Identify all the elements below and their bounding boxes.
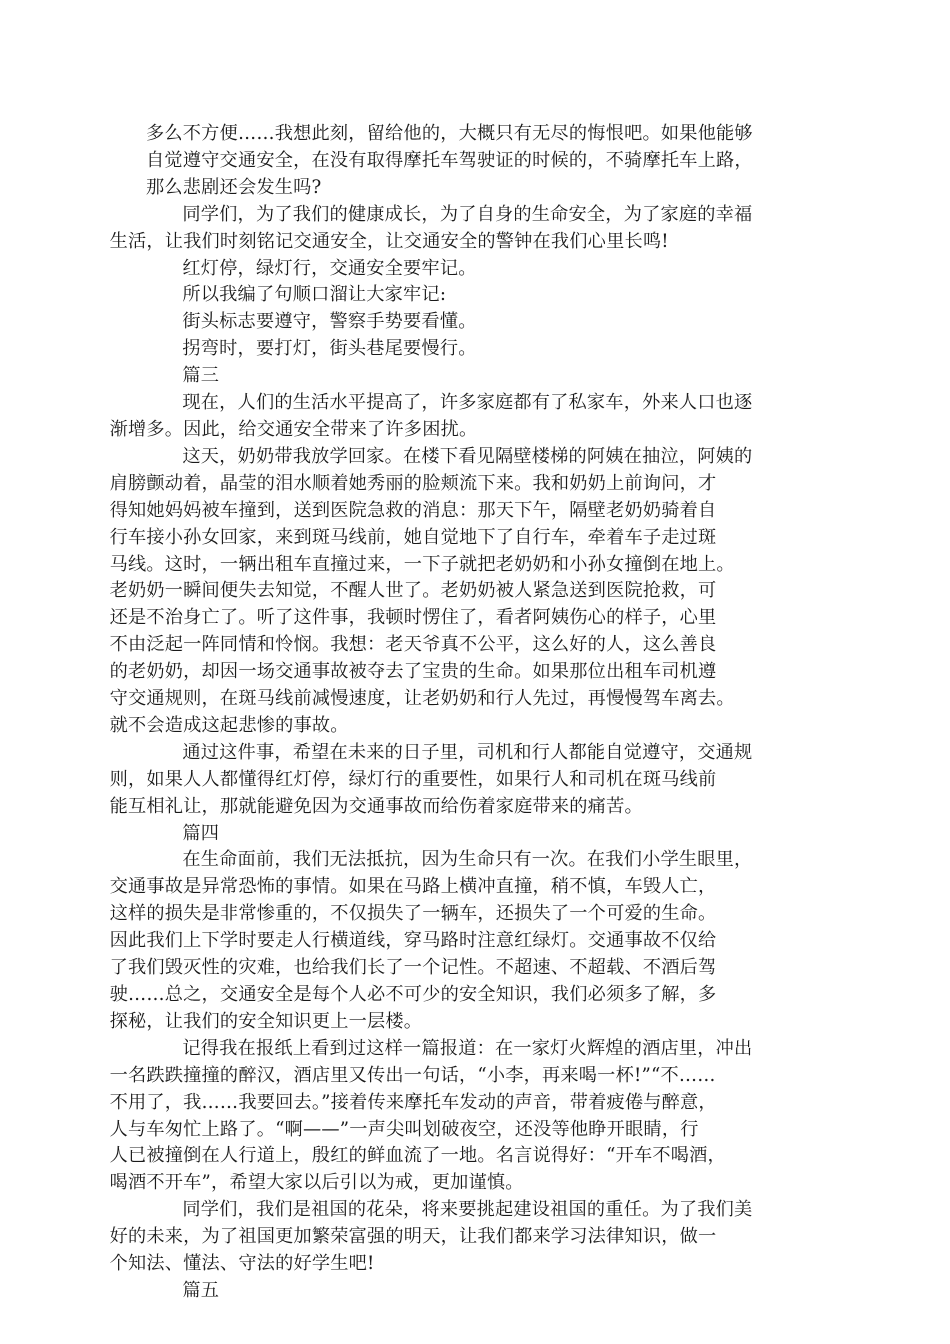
- paragraph: [109, 202, 806, 256]
- text-line: 红灯停，绿灯行，交通安全要牢记。: [182, 257, 477, 279]
- text-line: 那么悲剧还会发生吗?: [146, 176, 322, 198]
- text-line: 肩膀颤动着，晶莹的泪水顺着她秀丽的脸颊流下来。我和奶奶上前询问，才: [109, 472, 717, 494]
- text-line: 记得我在报纸上看到过这样一篇报道：在一家灯火辉煌的酒店里，冲出: [182, 1037, 753, 1059]
- text-line: 街头标志要遵守，警察手势要看懂。: [182, 311, 477, 333]
- text-line: 的老奶奶，却因一场交通事故被夺去了宝贵的生命。如果那位出租车司机遵: [109, 661, 717, 683]
- text-line: 不由泛起一阵同情和怜悯。我想：老天爷真不公平，这么好的人，这么善良: [109, 634, 717, 656]
- paragraph: [109, 1197, 806, 1278]
- document-body: [109, 121, 806, 1305]
- paragraph: [146, 121, 806, 202]
- text-line: 人已被撞倒在人行道上，殷红的鲜血流了一地。名言说得好：“开车不喝酒，: [109, 1145, 726, 1167]
- text-line: 马线。这时，一辆出租车直撞过来，一下子就把老奶奶和小孙女撞倒在地上。: [109, 553, 735, 575]
- text-line: 篇三: [182, 365, 220, 387]
- section-heading: [146, 363, 806, 390]
- text-line: 则，如果人人都懂得红灯停，绿灯行的重要性，如果行人和司机在斑马线前: [109, 768, 717, 790]
- text-line: 行车接小孙女回家，来到斑马线前，她自觉地下了自行车，牵着车子走过斑: [109, 526, 717, 548]
- text-line: 所以我编了句顺口溜让大家牢记:: [182, 284, 447, 306]
- text-line: 驶……总之，交通安全是每个人必不可少的安全知识，我们必须多了解，多: [109, 984, 717, 1005]
- paragraph: [109, 1036, 806, 1197]
- text-line: 同学们，我们是祖国的花朵，将来要挑起建设祖国的重任。为了我们美: [182, 1199, 753, 1221]
- paragraph: [109, 740, 806, 821]
- section-heading: [146, 1278, 806, 1305]
- text-line: 交通事故是异常恐怖的事情。如果在马路上横冲直撞，稍不慎，车毁人亡，: [109, 876, 717, 898]
- text-line: 同学们，为了我们的健康成长，为了自身的生命安全，为了家庭的幸福: [182, 203, 753, 225]
- text-line: 不用了，我……我要回去。”接着传来摩托车发动的声音，带着疲倦与醉意，: [109, 1091, 717, 1113]
- text-line: 还是不治身亡了。听了这件事，我顿时愣住了，看者阿姨伤心的样子，心里: [109, 607, 717, 629]
- text-line: 就不会造成这起悲惨的事故。: [109, 714, 349, 736]
- text-line: 自觉遵守交通安全，在没有取得摩托车驾驶证的时候的，不骑摩托车上路，: [146, 149, 753, 171]
- text-line: 了我们毁灭性的灾难，也给我们长了一个记性。不超速、不超载、不酒后驾: [109, 957, 717, 979]
- text-line: 现在，人们的生活水平提高了，许多家庭都有了私家车，外来人口也逐: [182, 392, 753, 414]
- text-line: 生活，让我们时刻铭记交通安全，让交通安全的警钟在我们心里长鸣!: [109, 230, 669, 252]
- paragraph: [109, 444, 806, 740]
- text-line: 一名跌跌撞撞的醉汉，酒店里又传出一句话，“小李，再来喝一杯!”“不……: [109, 1064, 716, 1086]
- text-line: 这天，奶奶带我放学回家。在楼下看见隔壁楼梯的阿姨在抽泣，阿姨的: [182, 445, 753, 467]
- text-line: 因此我们上下学时要走人行横道线，穿马路时注意红绿灯。交通事故不仅给: [109, 930, 717, 952]
- text-line: 篇四: [182, 822, 220, 844]
- text-line: 守交通规则，在斑马线前减慢速度，让老奶奶和行人先过，再慢慢驾车离去。: [109, 688, 735, 710]
- paragraph: [146, 282, 806, 309]
- text-line: 在生命面前，我们无法抵抗，因为生命只有一次。在我们小学生眼里，: [182, 849, 753, 871]
- text-line: 通过这件事，希望在未来的日子里，司机和行人都能自觉遵守，交通规: [182, 741, 753, 763]
- text-line: 拐弯时，要打灯，街头巷尾要慢行。: [182, 338, 477, 360]
- text-line: 得知她妈妈被车撞到，送到医院急救的消息：那天下午，隔壁老奶奶骑着自: [109, 499, 717, 521]
- paragraph: [109, 847, 806, 1035]
- paragraph: [146, 336, 806, 363]
- section-heading: [146, 821, 806, 848]
- text-line: 探秘，让我们的安全知识更上一层楼。: [109, 1010, 423, 1032]
- text-line: 这样的损失是非常惨重的，不仅损失了一辆车，还损失了一个可爱的生命。: [109, 903, 717, 925]
- text-line: 篇五: [182, 1279, 220, 1301]
- text-line: 好的未来，为了祖国更加繁荣富强的明天，让我们都来学习法律知识，做一: [109, 1226, 717, 1248]
- text-line: 渐增多。因此，给交通安全带来了许多困扰。: [109, 418, 478, 440]
- text-line: 喝酒不开车”，希望大家以后引以为戒，更加谨慎。: [109, 1172, 524, 1194]
- paragraph: [146, 309, 806, 336]
- paragraph: [109, 390, 806, 444]
- paragraph: [146, 256, 806, 283]
- text-line: 人与车匆忙上路了。“啊——”一声尖叫划破夜空，还没等他睁开眼睛，行: [109, 1118, 699, 1140]
- text-line: 多么不方便……我想此刻，留给他的，大概只有无尽的悔恨吧。如果他能够: [146, 123, 753, 144]
- text-line: 老奶奶一瞬间便失去知觉，不醒人世了。老奶奶被人紧急送到医院抢救，可: [109, 580, 717, 602]
- text-line: 个知法、懂法、守法的好学生吧!: [109, 1253, 375, 1275]
- text-line: 能互相礼让，那就能避免因为交通事故而给伤着家庭带来的痛苦。: [109, 795, 643, 817]
